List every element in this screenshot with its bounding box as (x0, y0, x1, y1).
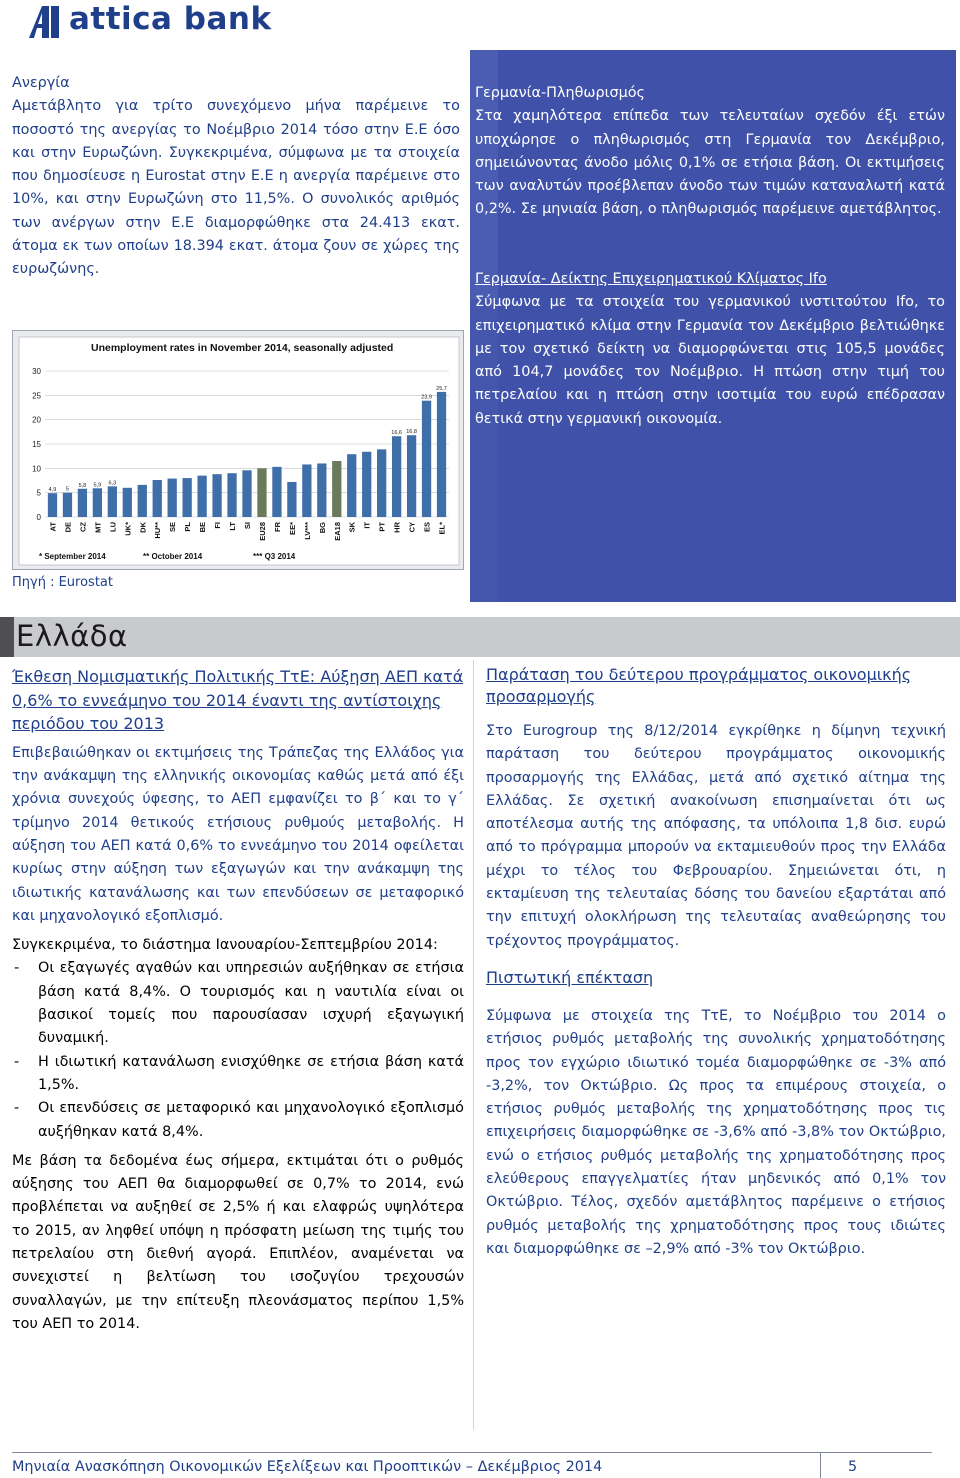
greece-left-column (12, 665, 464, 1336)
y-tick-label: 0 (36, 513, 41, 522)
bar (272, 467, 281, 517)
monetary-policy-heading: Έκθεση Νομισματικής Πολιτικής ΤτΕ: Αύξηση ΑΕΠ κατά 0,6% το εννεάμηνο του 2014 έναντι της αντίστοιχης περιόδου του 2013 (12, 667, 464, 734)
unemployment-chart-svg (13, 331, 465, 571)
column-divider (473, 660, 474, 1430)
greece-right-column (486, 664, 946, 1261)
data-label: 5,9 (93, 482, 102, 489)
credit-expansion-heading: Πιστωτική επέκταση (486, 967, 654, 987)
bar (168, 479, 177, 517)
data-label: 6,3 (108, 480, 117, 487)
monetary-policy-p2: Συγκεκριμένα, το διάστημα Ιανουαρίου-Σεπτεμβρίου 2014: (12, 937, 438, 954)
attica-bank-logo (27, 1, 277, 40)
x-tick-label: ES (422, 522, 432, 533)
bar (257, 468, 266, 517)
x-tick-label: CY (407, 522, 417, 533)
legend-item: ** October 2014 (143, 552, 203, 561)
x-tick-label: EA18 (332, 522, 342, 541)
bar (138, 485, 147, 517)
brand-name: attica bank (69, 1, 272, 37)
x-tick-label: DE (63, 522, 73, 533)
x-tick-label: SE (168, 522, 178, 533)
bar (78, 489, 87, 517)
legend-item: * September 2014 (39, 552, 106, 561)
unemployment-section (12, 72, 460, 282)
x-tick-label: PL (183, 522, 193, 532)
bar (63, 493, 72, 517)
bar (93, 488, 102, 517)
germany-inflation-section (475, 82, 945, 222)
monetary-policy-list (12, 957, 464, 1143)
y-tick-label: 30 (32, 367, 41, 376)
x-tick-label: BE (198, 522, 208, 533)
x-tick-label: IT (362, 522, 372, 529)
bar (377, 449, 386, 517)
bar (317, 463, 326, 517)
chart-source: Πηγή : Eurostat (12, 575, 113, 590)
x-tick-label: DK (138, 522, 148, 533)
footer-rule (12, 1452, 932, 1453)
germany-ifo-body: Σύμφωνα με τα στοιχεία του γερμανικού ινστιτούτου Ifo, το επιχειρηματικό κλίμα στην Γερμανία τον Δεκέμβριο βελτιώθηκε με τον σχετικό δείκτη να διαμορφώνεται στις 105,5 μονάδες από 104,7 μονάδες τον Νοέμβριο. Η πτώση στην τιμή του πετρελαίου και η πτώση στην ισοτιμία του ευρώ επέδρασαν θετικά στην γερμανική οικονομία. (475, 294, 945, 427)
program-extension-heading: Παράταση του δεύτερου προγράμματος οικονομικής προσαρμογής (486, 665, 912, 706)
list-item: - Η ιδιωτική κατανάλωση ενισχύθηκε σε ετήσια βάση κατά 1,5%. (12, 1051, 464, 1098)
data-label: 16,8 (406, 429, 417, 436)
bar (153, 480, 162, 517)
x-tick-label: PT (377, 522, 387, 532)
x-tick-label: HU** (153, 522, 163, 539)
bar (362, 452, 371, 517)
unemployment-heading: Ανεργία (12, 75, 70, 91)
y-tick-label: 15 (32, 440, 41, 449)
bar (347, 454, 356, 517)
x-tick-label: EU28 (257, 522, 267, 541)
bar (437, 392, 446, 517)
attica-logo-icon (27, 4, 61, 40)
bar (332, 461, 341, 517)
footer-title: Μηνιαία Ανασκόπηση Οικονομικών Εξελίξεων και Προοπτικών – Δεκέμβριος 2014 (12, 1459, 603, 1475)
x-tick-label: UK* (123, 522, 133, 536)
germany-inflation-body: Στα χαμηλότερα επίπεδα των τελευταίων σχεδόν έξι ετών υποχώρησε ο πληθωρισμός στη Γερμανία τον Δεκέμβριο, σημειώνοντας άνοδο μόλις 0,1% σε ετήσια βάση. Οι εκτιμήσεις των αναλυτών προέβλεπαν άνοδο των τιμών καταναλωτή κατά 0,2%. Σε μηνιαία βάση, ο πληθωρισμός παρέμεινε αμετάβλητος. (475, 108, 945, 218)
credit-expansion-body: Σύμφωνα με στοιχεία της ΤτΕ, το Νοέμβριο του 2014 ο ετήσιος ρυθμός μεταβολής της συνολικής χρηματοδότησης προς τον εγχώριο ιδιωτικό τομέα διαμορφώθηκε σε -3% από -3,2%, τον Οκτώβριο. Ως προς τα επιμέρους στοιχεία, ο ετήσιος ρυθμός μεταβολής της χρηματοδότησης προς τις επιχειρήσεις διαμορφώθηκε σε -3,6% από -3,8% τον Οκτώβριο, ενώ ο ετήσιος ρυθμός μεταβολής της χρηματοδότησης προς ελεύθερους επαγγελματίες ήταν μηδενικός από 0,1% τον Οκτώβριο. Τέλος, σχεδόν αμετάβλητος παρέμεινε ο ετήσιος ρυθμός μεταβολής της χρηματοδότησης προς τους ιδιώτες και διαμορφώθηκε σε –2,9% από -3% τον Οκτώβριο. (486, 1007, 946, 1257)
bar (108, 486, 117, 517)
legend-item: *** Q3 2014 (253, 552, 296, 561)
page-number: 5 (848, 1459, 858, 1475)
bar (302, 464, 311, 517)
y-tick-label: 20 (32, 415, 41, 425)
bar (227, 473, 236, 517)
footer-divider (820, 1452, 821, 1478)
x-tick-label: MT (93, 522, 103, 533)
y-tick-label: 5 (36, 488, 41, 498)
list-item: - Οι εξαγωγές αγαθών και υπηρεσιών αυξήθηκαν σε ετήσια βάση κατά 8,4%. Ο τουρισμός και η ναυτιλία είναι οι βασικοί τομείς που παρουσίασαν ισχυρή εξαγωγική δυναμική. (12, 957, 464, 1050)
data-label: 16,6 (391, 430, 402, 437)
greece-title: Ελλάδα (16, 619, 128, 653)
x-tick-label: EE* (287, 522, 297, 535)
bar (287, 482, 296, 517)
y-tick-label: 10 (32, 464, 41, 474)
y-tick-label: 25 (32, 391, 41, 401)
x-tick-label: EL* (437, 522, 447, 535)
x-tick-label: SK (347, 522, 357, 533)
x-tick-label: HR (392, 522, 402, 533)
germany-ifo-heading: Γερμανία- Δείκτης Επιχειρηματικού Κλίματος Ifo (475, 271, 827, 287)
x-tick-label: AT (48, 522, 58, 532)
data-label: 23,9 (421, 394, 432, 401)
program-extension-body: Στο Eurogroup της 8/12/2014 εγκρίθηκε η δίμηνη τεχνική παράταση του δεύτερου προγράμματος οικονομικής προσαρμογής της Ελλάδας, μετά από σχετικό αίτημα της Ελλάδας. Σε σχετική ανακοίνωση επισημαίνεται ότι ως αποτέλεσμα αυτής της απόφασης, τα υπόλοιπα 1,8 δισ. ευρώ από το πρόγραμμα μπορούν να εκταμιευθούν προς την Ελλάδα μέχρι το τέλος του Φεβρουαρίου. Σημειώνεται ότι, η εκταμίευση της τελευταίας δόσης του δανείου εξαρτάται από την επιτυχή ολοκλήρωση της τελευταίας αναθεώρησης του τρέχοντος προγράμματος. (486, 723, 946, 949)
x-tick-label: FR (272, 522, 282, 532)
bar (407, 435, 416, 517)
data-label: 25,7 (436, 385, 447, 392)
x-tick-label: SI (243, 522, 252, 530)
x-tick-label: LU (108, 522, 118, 532)
bar (48, 493, 57, 517)
bar (422, 401, 431, 517)
x-tick-label: BG (317, 522, 327, 534)
data-label: 5 (65, 486, 69, 493)
unemployment-chart (12, 330, 464, 570)
data-label: 4,9 (48, 487, 57, 494)
greece-banner (0, 617, 960, 657)
germany-ifo-section (475, 268, 945, 431)
x-tick-label: FI (213, 522, 223, 529)
x-tick-label: LT (228, 522, 238, 531)
bar (123, 488, 132, 517)
bar (242, 470, 251, 517)
bar (212, 474, 221, 517)
chart-title: Unemployment rates in November 2014, seasonally adjusted (91, 342, 394, 354)
list-item: - Οι επενδύσεις σε μεταφορικό και μηχανολογικό εξοπλισμό αυξήθηκαν κατά 8,4%. (12, 1097, 464, 1144)
data-label: 5,8 (78, 482, 87, 489)
bar (392, 436, 401, 517)
x-tick-label: CZ (78, 522, 88, 532)
greece-banner-accent (0, 617, 14, 657)
monetary-policy-p1: Επιβεβαιώθηκαν οι εκτιμήσεις της Τράπεζας της Ελλάδος για την ανάκαμψη της ελληνικής οικονομίας καθώς μετά από έξι χρόνια συνεχούς ύφεσης, το ΑΕΠ εμφανίζει το β΄ και το γ΄ τρίμηνο 2014 θετικούς ετήσιους ρυθμούς μεταβολής. Η αύξηση του ΑΕΠ κατά 0,6% το εννεάμηνο του 2014 οφείλεται κυρίως στην αύξηση των εξαγωγών και την ανάκαμψη της ιδιωτικής κατανάλωσης και των επενδύσεων σε μεταφορικό και μηχανολογικό εξοπλισμό. (12, 744, 464, 924)
monetary-policy-p3: Με βάση τα δεδομένα έως σήμερα, εκτιμάται ότι ο ρυθμός αύξησης του ΑΕΠ θα διαμορφωθεί σε 0,7% το 2014, ενώ προβλέπεται να αυξηθεί σε 2,5% ή και ελαφρώς υψηλότερα το 2015, αν ληφθεί υπόψη η πρόσφατη μείωση της τιμής του πετρελαίου στη διεθνή αγορά. Επιπλέον, αναμένεται να συνεχιστεί η βελτίωση του ισοζυγίου τρεχουσών συναλλαγών, με την επίτευξη πλεονάσματος περίπου 1,5% του ΑΕΠ το 2014. (12, 1152, 464, 1332)
x-tick-label: LV*** (302, 522, 312, 540)
unemployment-body: Αμετάβλητο για τρίτο συνεχόμενο μήνα παρέμεινε το ποσοστό της ανεργίας το Νοέμβριο 2014 τόσο στην Ε.Ε όσο και στην Ευρωζώνη. Συγκεκριμένα, σύμφωνα με τα στοιχεία που δημοσίευσε η Eurostat στην Ε.Ε η ανεργία παρέμεινε στο 10%, και στην Ευρωζώνη στο 11,5%. Ο συνολικός αριθμός των ανέργων στην Ε.Ε διαμορφώθηκε στα 24.413 εκατ. άτομα εκ των οποίων 18.394 εκατ. άτομα ζουν σε χώρες της ευρωζώνης. (12, 98, 460, 278)
bar (197, 476, 206, 517)
germany-inflation-heading: Γερμανία-Πληθωρισμός (475, 85, 646, 101)
bar (183, 478, 192, 517)
